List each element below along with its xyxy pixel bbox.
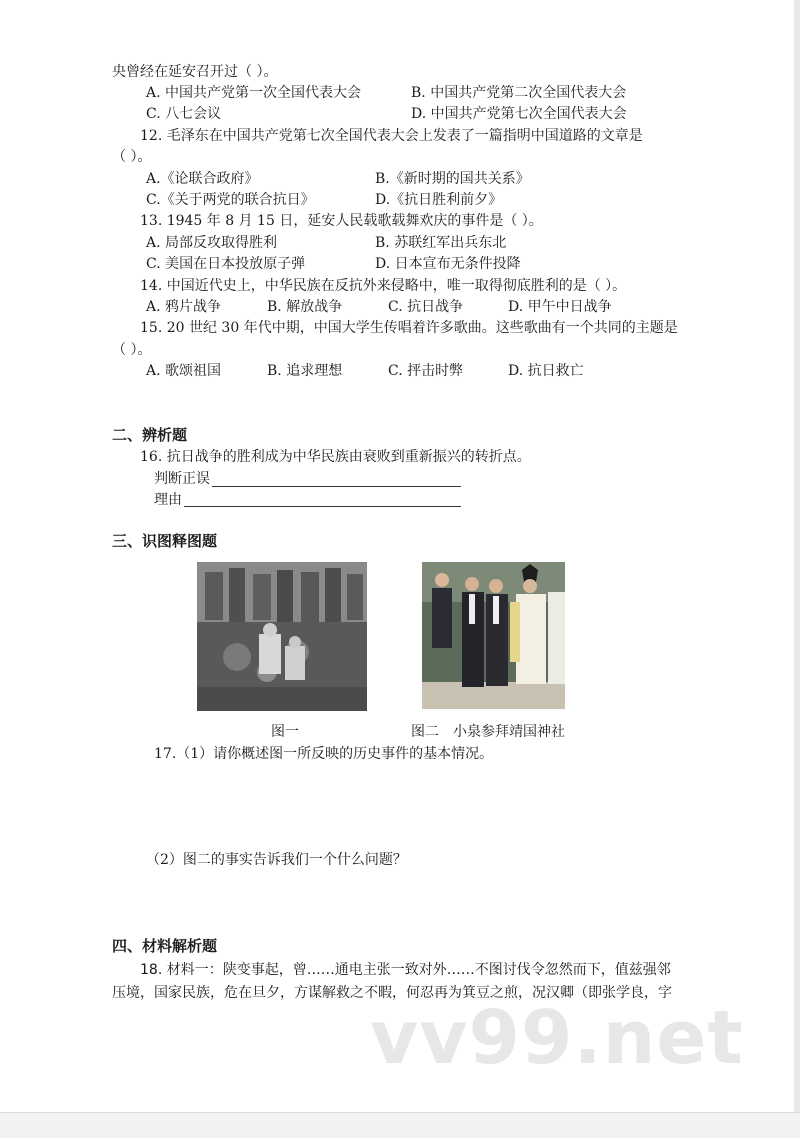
q16-judge-label: 判断正误 xyxy=(154,471,210,487)
q15-option-b: B. 追求理想 xyxy=(267,363,343,379)
q15-option-a: A. 歌颂祖国 xyxy=(146,363,222,379)
q15-stem: 15. 20 世纪 30 年代中期，中国大学生传唱着许多歌曲。这些歌曲有一个共同的主题是 xyxy=(140,320,678,336)
q12-option-a: A.《论联合政府》 xyxy=(146,171,259,187)
watermark-logo: vv99.net xyxy=(370,995,744,1081)
section4-heading: 四、材料解析题 xyxy=(112,937,218,955)
q14-option-a: A. 鸦片战争 xyxy=(146,299,222,315)
figure-1-caption: 图一 xyxy=(271,724,299,740)
viewer-bottom-bar xyxy=(0,1112,800,1138)
q16-judge-answer-line[interactable] xyxy=(212,486,461,487)
q17-part1: 17.（1）请你概述图一所反映的历史事件的基本情况。 xyxy=(154,746,494,762)
q14-option-c: C. 抗日战争 xyxy=(388,299,464,315)
q14-option-b: B. 解放战争 xyxy=(267,299,343,315)
q12-stem: 12. 毛泽东在中国共产党第七次全国代表大会上发表了一篇指明中国道路的文章是 xyxy=(140,128,643,144)
q13-option-b: B. 苏联红军出兵东北 xyxy=(375,235,507,251)
section3-heading: 三、识图释图题 xyxy=(112,532,218,550)
q15-stem-cont: （ ）。 xyxy=(112,342,152,358)
q16-reason-answer-line[interactable] xyxy=(184,506,461,507)
page-edge xyxy=(794,0,800,1137)
q11-option-c: C. 八七会议 xyxy=(146,106,222,122)
q12-option-b: B.《新时期的国共关系》 xyxy=(375,171,530,187)
q11-stem: 央曾经在延安召开过（ ）。 xyxy=(112,64,278,80)
q13-stem: 13. 1945 年 8 月 15 日，延安人民载歌载舞欢庆的事件是（ ）。 xyxy=(140,213,543,229)
q13-option-c: C. 美国在日本投放原子弹 xyxy=(146,256,306,272)
q12-stem-cont: （ ）。 xyxy=(112,149,152,165)
q12-option-d: D.《抗日胜利前夕》 xyxy=(375,192,503,208)
q16-stem: 16. 抗日战争的胜利成为中华民族由衰败到重新振兴的转折点。 xyxy=(140,449,531,465)
q15-option-d: D. 抗日救亡 xyxy=(508,363,584,379)
q15-option-c: C. 抨击时弊 xyxy=(388,363,464,379)
figure-2-photo xyxy=(422,562,565,709)
q14-option-d: D. 甲午中日战争 xyxy=(508,299,612,315)
q11-option-b: B. 中国共产党第二次全国代表大会 xyxy=(411,85,627,101)
q13-option-a: A. 局部反攻取得胜利 xyxy=(146,235,278,251)
q17-part2: （2）图二的事实告诉我们一个什么问题？ xyxy=(146,852,407,868)
q11-option-d: D. 中国共产党第七次全国代表大会 xyxy=(411,106,627,122)
section2-heading: 二、辨析题 xyxy=(112,426,188,444)
q12-option-c: C.《关于两党的联合抗日》 xyxy=(146,192,315,208)
figure-1-photo xyxy=(197,562,367,711)
q16-reason-label: 理由 xyxy=(154,492,182,508)
q18-material-line2: 压境，国家民族，危在旦夕，方谋解救之不暇，何忍再为箕豆之煎，况汉卿（即张学良，字 xyxy=(112,985,672,1001)
q14-stem: 14. 中国近代史上，中华民族在反抗外来侵略中，唯一取得彻底胜利的是（ ）。 xyxy=(140,278,627,294)
q18-material-line1: 18. 材料一：陕变事起，曾……通电主张一致对外……不图讨伐令忽然而下，值兹强邻 xyxy=(140,962,671,978)
figure-2-caption: 图二 小泉参拜靖国神社 xyxy=(411,724,565,740)
q11-option-a: A. 中国共产党第一次全国代表大会 xyxy=(146,85,362,101)
q13-option-d: D. 日本宣布无条件投降 xyxy=(375,256,521,272)
